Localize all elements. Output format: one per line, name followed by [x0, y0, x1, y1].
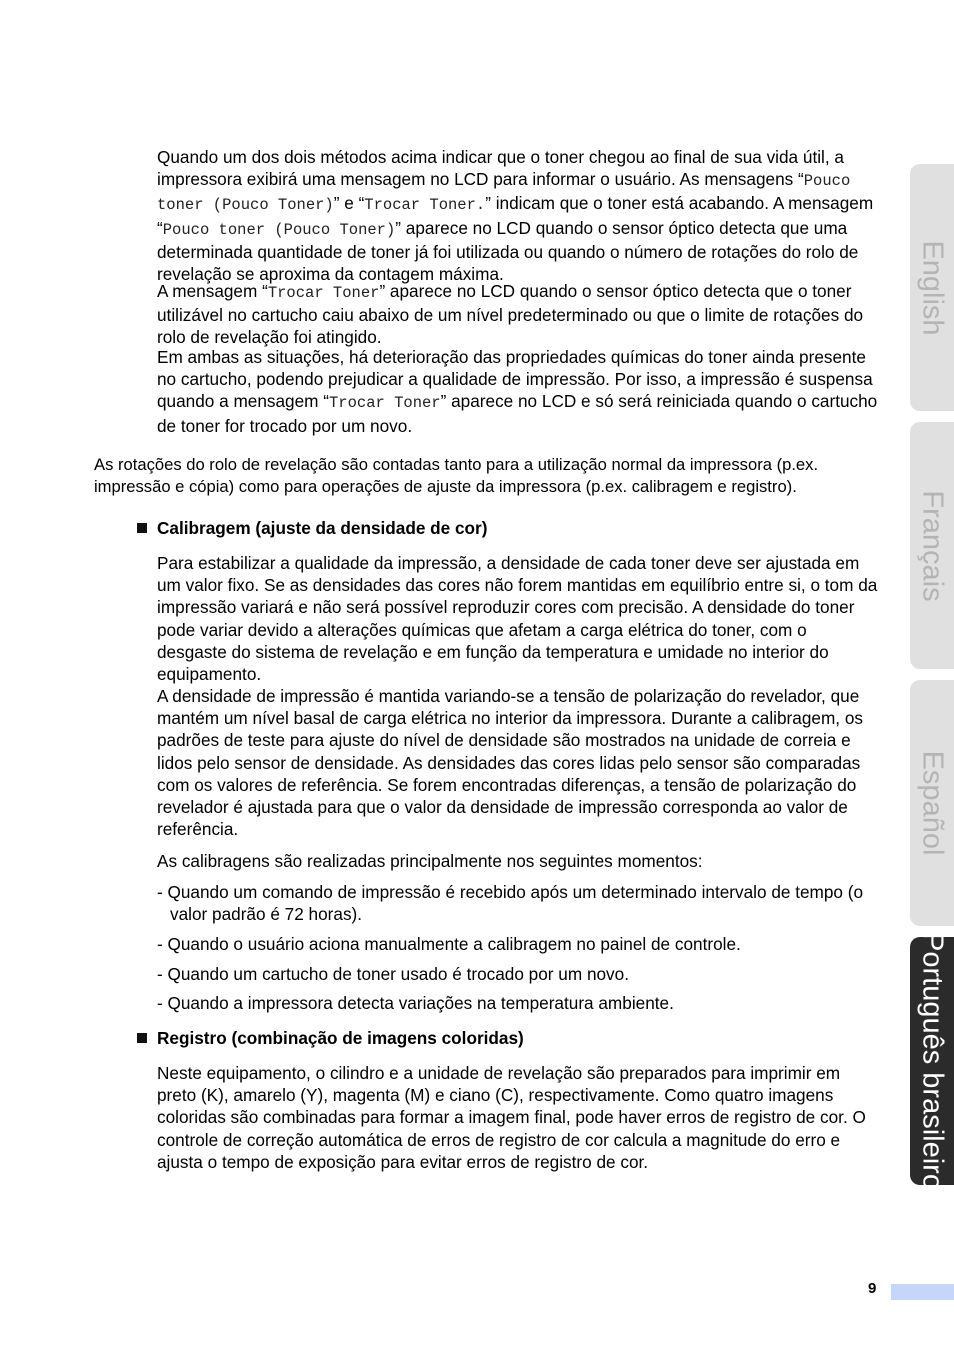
tab-portugues-brasileiro[interactable] [910, 932, 954, 1190]
bullet-square-icon [137, 1033, 147, 1043]
calibration-heading: Calibragem (ajuste da densidade de cor) [137, 517, 487, 539]
tab-english[interactable] [910, 164, 954, 411]
tab-label: Español [916, 750, 949, 856]
registration-paragraph: Neste equipamento, o cilindro e a unidade de revelação são preparados para imprimir em preto (K), amarelo (Y), magenta (M) e ciano (C), respectivamente. Como quatro imagens coloridas são combinadas para formar a imagem final, pode haver erros de registro de cor. O controle de correção automática de erros de registro de cor calcula a magnitude do erro e ajusta o tempo de exposição para evitar erros de registro de cor. [157, 1063, 866, 1172]
lcd-message-code: Trocar Toner [328, 394, 441, 413]
bullet-square-icon [137, 523, 147, 533]
lcd-message-code: Pouco toner (Pouco Toner) [157, 172, 851, 215]
registration-heading: Registro (combinação de imagens coloridas) [137, 1027, 524, 1049]
lcd-message-code: Trocar Toner [267, 284, 380, 302]
intro-paragraph-3: Em ambas as situações, há deterioração das propriedades químicas do toner ainda presente no cartucho, podendo prejudicar a qualidade de impressão. Por isso, a impressão é suspensa quando a mensagem “Trocar Toner” aparece no LCD e só será reiniciada quando o cartucho de toner for trocado por um novo. [157, 347, 878, 436]
page-number: 9 [868, 1280, 877, 1297]
tab-label: Português brasileiro [916, 932, 949, 1190]
calibration-moment-item: - Quando o usuário aciona manualmente a calibragem no painel de controle. [157, 934, 741, 954]
calibration-paragraph-1: Para estabilizar a qualidade da impressão, a densidade de cada toner deve ser ajustada em um valor fixo. Se as densidades das cores não forem mantidas em equilíbrio entre si, o tom da impressão variará e não será possível reproduzir cores com precisão. A densidade do toner pode variar devido a alterações químicas que afetam a carga elétrica do toner, com o desgaste do sistema de revelação e em função da temperatura e umidade no interior do equipamento. [157, 553, 878, 685]
tab-francais[interactable] [910, 422, 954, 669]
calibration-moment-item: - Quando um cartucho de toner usado é trocado por um novo. [157, 964, 629, 984]
calibration-paragraph-3: As calibragens são realizadas principalmente nos seguintes momentos: [157, 851, 703, 871]
calibration-moment-item: - Quando um comando de impressão é recebido após um determinado intervalo de tempo (o valor padrão é 72 horas). [157, 882, 864, 925]
tab-label: Français [916, 489, 949, 602]
intro-paragraph-2: A mensagem “Trocar Toner” aparece no LCD quando o sensor óptico detecta que o toner utilizável no cartucho caiu abaixo de um nível predeterminado ou que o limite de rotações do rolo de revelação foi atingido. [157, 281, 864, 348]
lcd-message-code: Pouco toner (Pouco Toner) [162, 220, 396, 239]
calibration-moment-item: - Quando a impressora detecta variações na temperatura ambiente. [157, 993, 674, 1013]
calibration-paragraph-2: A densidade de impressão é mantida variando-se a tensão de polarização do revelador, que mantém um nível basal de carga elétrica no interior da impressora. Durante a calibragem, os padrões de teste para ajuste do nível de densidade são mostrados na unidade de correia e lidos pelo sensor de densidade. As densidades das cores lidas pelo sensor são comparadas com os valores de referência. Se forem encontradas diferenças, a tensão de polarização do revelador é ajustada para que o valor da densidade de impressão corresponda ao valor de referência. [157, 686, 863, 840]
tab-espanol[interactable] [910, 680, 954, 926]
lcd-message-code: Trocar Toner. [364, 196, 486, 215]
rotation-note: As rotações do rolo de revelação são contadas tanto para a utilização normal da impressora (p.ex. impressão e cópia) como para operações de ajuste da impressora (p.ex. calibragem e registro). [94, 455, 819, 497]
page-number-bar [891, 1284, 954, 1300]
tab-label: English [916, 239, 949, 336]
intro-paragraph-1: Quando um dos dois métodos acima indicar que o toner chegou ao final de sua vida útil, a impressora exibirá uma mensagem no LCD para informar o usuário. As mensagens “Pouco toner (Pouco Toner)” e “Trocar Toner.” indicam que o toner está acabando. A mensagem “Pouco toner (Pouco Toner)” aparece no LCD quando o sensor óptico detecta que uma determinada quantidade de toner já foi utilizada ou quando o número de rotações do rolo de revelação se aproxima da contagem máxima. [157, 147, 874, 285]
